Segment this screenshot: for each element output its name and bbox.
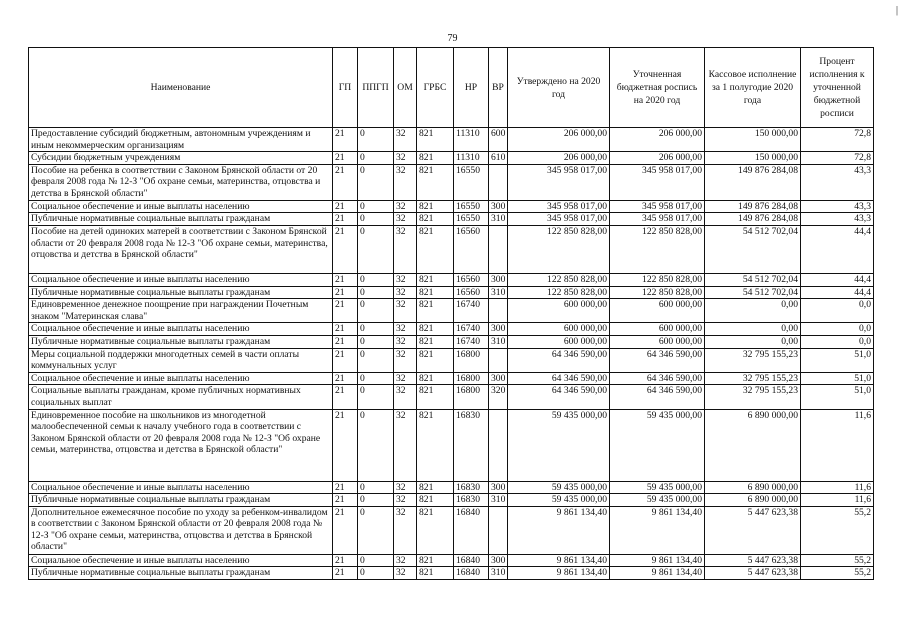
header-name: Наименование bbox=[29, 48, 333, 128]
cell-refined: 345 958 017,00 bbox=[610, 200, 705, 213]
cell-gp: 21 bbox=[333, 299, 358, 323]
cell-gp: 21 bbox=[333, 286, 358, 299]
cell-gp: 21 bbox=[333, 554, 358, 567]
cell-nr: 16550 bbox=[454, 200, 489, 213]
cell-cash: 54 512 702,04 bbox=[705, 273, 801, 286]
cell-nr: 16840 bbox=[454, 506, 489, 554]
cell-percent: 43,3 bbox=[801, 200, 874, 213]
cell-cash: 149 876 284,08 bbox=[705, 213, 801, 226]
cell-percent: 44,4 bbox=[801, 286, 874, 299]
cell-approved: 64 346 590,00 bbox=[508, 348, 610, 372]
header-percent: Процент исполнения к уточненной бюджетной росписи bbox=[801, 48, 874, 128]
cell-vr: 600 bbox=[489, 128, 508, 152]
table-row bbox=[29, 200, 874, 213]
cell-cash: 32 795 155,23 bbox=[705, 348, 801, 372]
cell-refined: 600 000,00 bbox=[610, 323, 705, 336]
cell-ppgp: 0 bbox=[358, 348, 394, 372]
cell-cash: 5 447 623,38 bbox=[705, 506, 801, 554]
header-refined: Уточненная бюджетная роспись на 2020 год bbox=[610, 48, 705, 128]
header-om: ОМ bbox=[394, 48, 417, 128]
cell-vr bbox=[489, 348, 508, 372]
cell-refined: 345 958 017,00 bbox=[610, 213, 705, 226]
table-row bbox=[29, 385, 874, 409]
cell-nr: 16830 bbox=[454, 409, 489, 481]
table-row bbox=[29, 506, 874, 554]
cell-nr: 16840 bbox=[454, 567, 489, 580]
cell-ppgp: 0 bbox=[358, 225, 394, 273]
cell-cash: 32 795 155,23 bbox=[705, 385, 801, 409]
cell-approved: 122 850 828,00 bbox=[508, 273, 610, 286]
cell-grbs: 821 bbox=[417, 164, 454, 200]
cell-name: Пособие на ребенка в соответствии с Законом Брянской области от 20 февраля 2008 года № 12-З "Об охране семьи, материнства, отцовства и детства в Брянской области" bbox=[29, 164, 333, 200]
cell-percent: 51,0 bbox=[801, 348, 874, 372]
cell-vr: 310 bbox=[489, 494, 508, 507]
cell-refined: 59 435 000,00 bbox=[610, 481, 705, 494]
cell-refined: 122 850 828,00 bbox=[610, 286, 705, 299]
cell-om: 32 bbox=[394, 299, 417, 323]
cell-gp: 21 bbox=[333, 409, 358, 481]
cell-grbs: 821 bbox=[417, 409, 454, 481]
cell-om: 32 bbox=[394, 372, 417, 385]
cell-percent: 0,0 bbox=[801, 323, 874, 336]
cell-om: 32 bbox=[394, 323, 417, 336]
cell-nr: 16800 bbox=[454, 348, 489, 372]
cell-name: Социальное обеспечение и иные выплаты населению bbox=[29, 200, 333, 213]
cell-om: 32 bbox=[394, 385, 417, 409]
table-row bbox=[29, 213, 874, 226]
cell-grbs: 821 bbox=[417, 385, 454, 409]
cell-grbs: 821 bbox=[417, 481, 454, 494]
cell-name: Дополнительное ежемесячное пособие по уходу за ребенком-инвалидом в соответствии с Законом Брянской области от 20 февраля 2008 года № 12-З "Об охране семьи, материнства, отцовства и детства в Брянской области" bbox=[29, 506, 333, 554]
cell-om: 32 bbox=[394, 200, 417, 213]
cell-approved: 59 435 000,00 bbox=[508, 494, 610, 507]
cell-nr: 11310 bbox=[454, 128, 489, 152]
cell-refined: 59 435 000,00 bbox=[610, 494, 705, 507]
cell-refined: 9 861 134,40 bbox=[610, 506, 705, 554]
cell-percent: 55,2 bbox=[801, 506, 874, 554]
cell-nr: 16560 bbox=[454, 225, 489, 273]
cell-vr bbox=[489, 299, 508, 323]
cell-nr: 16560 bbox=[454, 286, 489, 299]
table-row bbox=[29, 128, 874, 152]
cell-gp: 21 bbox=[333, 567, 358, 580]
cell-grbs: 821 bbox=[417, 335, 454, 348]
cell-ppgp: 0 bbox=[358, 506, 394, 554]
header-approved: Утверждено на 2020 год bbox=[508, 48, 610, 128]
cell-name: Единовременное денежное поощрение при награждении Почетным знаком "Материнская слава" bbox=[29, 299, 333, 323]
cell-cash: 150 000,00 bbox=[705, 152, 801, 165]
table-row bbox=[29, 152, 874, 165]
cell-grbs: 821 bbox=[417, 273, 454, 286]
cell-om: 32 bbox=[394, 128, 417, 152]
cell-ppgp: 0 bbox=[358, 273, 394, 286]
table-body bbox=[29, 128, 874, 580]
cell-vr: 310 bbox=[489, 567, 508, 580]
cell-approved: 64 346 590,00 bbox=[508, 385, 610, 409]
cell-grbs: 821 bbox=[417, 567, 454, 580]
cell-refined: 206 000,00 bbox=[610, 152, 705, 165]
cell-gp: 21 bbox=[333, 494, 358, 507]
cell-percent: 43,3 bbox=[801, 164, 874, 200]
cell-vr bbox=[489, 506, 508, 554]
cell-approved: 59 435 000,00 bbox=[508, 409, 610, 481]
cell-ppgp: 0 bbox=[358, 494, 394, 507]
cell-name: Социальное обеспечение и иные выплаты населению bbox=[29, 273, 333, 286]
cell-refined: 9 861 134,40 bbox=[610, 554, 705, 567]
cell-om: 32 bbox=[394, 348, 417, 372]
cell-nr: 11310 bbox=[454, 152, 489, 165]
cell-ppgp: 0 bbox=[358, 385, 394, 409]
cell-approved: 59 435 000,00 bbox=[508, 481, 610, 494]
cell-refined: 206 000,00 bbox=[610, 128, 705, 152]
edge-mark: | bbox=[896, 5, 899, 16]
cell-nr: 16830 bbox=[454, 494, 489, 507]
cell-refined: 64 346 590,00 bbox=[610, 385, 705, 409]
header-nr: НР bbox=[454, 48, 489, 128]
cell-gp: 21 bbox=[333, 200, 358, 213]
cell-nr: 16800 bbox=[454, 385, 489, 409]
cell-om: 32 bbox=[394, 225, 417, 273]
cell-percent: 51,0 bbox=[801, 385, 874, 409]
cell-grbs: 821 bbox=[417, 506, 454, 554]
header-ppgp: ППГП bbox=[358, 48, 394, 128]
cell-approved: 345 958 017,00 bbox=[508, 213, 610, 226]
cell-grbs: 821 bbox=[417, 128, 454, 152]
cell-ppgp: 0 bbox=[358, 554, 394, 567]
cell-vr bbox=[489, 409, 508, 481]
cell-cash: 6 890 000,00 bbox=[705, 494, 801, 507]
cell-om: 32 bbox=[394, 164, 417, 200]
cell-percent: 0,0 bbox=[801, 299, 874, 323]
cell-gp: 21 bbox=[333, 225, 358, 273]
header-grbs: ГРБС bbox=[417, 48, 454, 128]
table-row bbox=[29, 299, 874, 323]
table-row bbox=[29, 409, 874, 481]
table-row bbox=[29, 286, 874, 299]
cell-percent: 51,0 bbox=[801, 372, 874, 385]
cell-cash: 54 512 702,04 bbox=[705, 286, 801, 299]
cell-percent: 0,0 bbox=[801, 335, 874, 348]
cell-name: Публичные нормативные социальные выплаты гражданам bbox=[29, 494, 333, 507]
cell-nr: 16560 bbox=[454, 273, 489, 286]
cell-om: 32 bbox=[394, 494, 417, 507]
cell-cash: 0,00 bbox=[705, 323, 801, 336]
cell-gp: 21 bbox=[333, 273, 358, 286]
cell-cash: 6 890 000,00 bbox=[705, 409, 801, 481]
cell-name: Меры социальной поддержки многодетных семей в части оплаты коммунальных услуг bbox=[29, 348, 333, 372]
header-cash: Кассовое исполнение за 1 полугодие 2020 года bbox=[705, 48, 801, 128]
cell-nr: 16800 bbox=[454, 372, 489, 385]
cell-grbs: 821 bbox=[417, 152, 454, 165]
cell-name: Предоставление субсидий бюджетным, автономным учреждениям и иным некоммерческим организациям bbox=[29, 128, 333, 152]
cell-percent: 11,6 bbox=[801, 481, 874, 494]
cell-approved: 600 000,00 bbox=[508, 323, 610, 336]
cell-om: 32 bbox=[394, 567, 417, 580]
cell-refined: 600 000,00 bbox=[610, 299, 705, 323]
table-row bbox=[29, 554, 874, 567]
cell-refined: 600 000,00 bbox=[610, 335, 705, 348]
cell-percent: 72,8 bbox=[801, 128, 874, 152]
cell-vr: 310 bbox=[489, 213, 508, 226]
cell-name: Публичные нормативные социальные выплаты гражданам bbox=[29, 286, 333, 299]
cell-ppgp: 0 bbox=[358, 128, 394, 152]
cell-cash: 0,00 bbox=[705, 335, 801, 348]
cell-om: 32 bbox=[394, 335, 417, 348]
table-row bbox=[29, 567, 874, 580]
cell-ppgp: 0 bbox=[358, 567, 394, 580]
cell-name: Публичные нормативные социальные выплаты гражданам bbox=[29, 567, 333, 580]
cell-approved: 122 850 828,00 bbox=[508, 225, 610, 273]
cell-cash: 32 795 155,23 bbox=[705, 372, 801, 385]
table-row bbox=[29, 348, 874, 372]
cell-approved: 345 958 017,00 bbox=[508, 200, 610, 213]
cell-grbs: 821 bbox=[417, 200, 454, 213]
cell-vr: 310 bbox=[489, 335, 508, 348]
budget-table bbox=[28, 47, 874, 580]
cell-cash: 5 447 623,38 bbox=[705, 567, 801, 580]
cell-grbs: 821 bbox=[417, 323, 454, 336]
table-header-row bbox=[29, 48, 874, 128]
cell-vr: 300 bbox=[489, 481, 508, 494]
cell-grbs: 821 bbox=[417, 299, 454, 323]
cell-cash: 0,00 bbox=[705, 299, 801, 323]
cell-grbs: 821 bbox=[417, 348, 454, 372]
cell-approved: 345 958 017,00 bbox=[508, 164, 610, 200]
cell-cash: 6 890 000,00 bbox=[705, 481, 801, 494]
cell-ppgp: 0 bbox=[358, 286, 394, 299]
cell-vr: 310 bbox=[489, 286, 508, 299]
cell-name: Единовременное пособие на школьников из многодетной малообеспеченной семьи к началу учебного года в соответствии с Законом Брянской области от 20 февраля 2008 года № 12-З "Об охране семьи, материнства, отцовства и детства в Брянской области" bbox=[29, 409, 333, 481]
cell-ppgp: 0 bbox=[358, 323, 394, 336]
cell-vr: 610 bbox=[489, 152, 508, 165]
cell-refined: 345 958 017,00 bbox=[610, 164, 705, 200]
cell-name: Социальное обеспечение и иные выплаты населению bbox=[29, 554, 333, 567]
cell-percent: 44,4 bbox=[801, 225, 874, 273]
cell-vr: 300 bbox=[489, 200, 508, 213]
cell-name: Публичные нормативные социальные выплаты гражданам bbox=[29, 213, 333, 226]
cell-om: 32 bbox=[394, 152, 417, 165]
cell-refined: 59 435 000,00 bbox=[610, 409, 705, 481]
cell-ppgp: 0 bbox=[358, 481, 394, 494]
cell-percent: 11,6 bbox=[801, 494, 874, 507]
cell-om: 32 bbox=[394, 213, 417, 226]
cell-percent: 43,3 bbox=[801, 213, 874, 226]
cell-grbs: 821 bbox=[417, 286, 454, 299]
cell-cash: 149 876 284,08 bbox=[705, 164, 801, 200]
cell-gp: 21 bbox=[333, 128, 358, 152]
cell-ppgp: 0 bbox=[358, 213, 394, 226]
page-number: 79 bbox=[447, 33, 458, 44]
cell-nr: 16740 bbox=[454, 335, 489, 348]
cell-approved: 64 346 590,00 bbox=[508, 372, 610, 385]
cell-ppgp: 0 bbox=[358, 335, 394, 348]
cell-cash: 54 512 702,04 bbox=[705, 225, 801, 273]
table-row bbox=[29, 323, 874, 336]
cell-approved: 9 861 134,40 bbox=[508, 506, 610, 554]
cell-gp: 21 bbox=[333, 385, 358, 409]
cell-gp: 21 bbox=[333, 348, 358, 372]
table-row bbox=[29, 164, 874, 200]
cell-percent: 44,4 bbox=[801, 273, 874, 286]
cell-gp: 21 bbox=[333, 152, 358, 165]
cell-om: 32 bbox=[394, 286, 417, 299]
cell-vr: 320 bbox=[489, 385, 508, 409]
cell-approved: 9 861 134,40 bbox=[508, 554, 610, 567]
cell-vr: 300 bbox=[489, 323, 508, 336]
cell-om: 32 bbox=[394, 273, 417, 286]
cell-gp: 21 bbox=[333, 323, 358, 336]
cell-approved: 600 000,00 bbox=[508, 299, 610, 323]
table-row bbox=[29, 372, 874, 385]
cell-grbs: 821 bbox=[417, 372, 454, 385]
cell-approved: 600 000,00 bbox=[508, 335, 610, 348]
budget-table-container bbox=[28, 47, 873, 580]
cell-grbs: 821 bbox=[417, 225, 454, 273]
cell-percent: 55,2 bbox=[801, 567, 874, 580]
cell-refined: 64 346 590,00 bbox=[610, 348, 705, 372]
cell-cash: 150 000,00 bbox=[705, 128, 801, 152]
cell-nr: 16550 bbox=[454, 164, 489, 200]
header-gp: ГП bbox=[333, 48, 358, 128]
cell-om: 32 bbox=[394, 481, 417, 494]
cell-name: Социальное обеспечение и иные выплаты населению bbox=[29, 372, 333, 385]
cell-nr: 16550 bbox=[454, 213, 489, 226]
cell-name: Публичные нормативные социальные выплаты гражданам bbox=[29, 335, 333, 348]
cell-gp: 21 bbox=[333, 481, 358, 494]
cell-name: Социальные выплаты гражданам, кроме публичных нормативных социальных выплат bbox=[29, 385, 333, 409]
cell-percent: 11,6 bbox=[801, 409, 874, 481]
table-row bbox=[29, 225, 874, 273]
cell-vr: 300 bbox=[489, 554, 508, 567]
cell-name: Субсидии бюджетным учреждениям bbox=[29, 152, 333, 165]
cell-nr: 16740 bbox=[454, 299, 489, 323]
table-row bbox=[29, 273, 874, 286]
cell-gp: 21 bbox=[333, 164, 358, 200]
cell-name: Социальное обеспечение и иные выплаты населению bbox=[29, 323, 333, 336]
cell-percent: 72,8 bbox=[801, 152, 874, 165]
cell-grbs: 821 bbox=[417, 494, 454, 507]
cell-ppgp: 0 bbox=[358, 299, 394, 323]
cell-name: Социальное обеспечение и иные выплаты населению bbox=[29, 481, 333, 494]
cell-cash: 5 447 623,38 bbox=[705, 554, 801, 567]
cell-approved: 206 000,00 bbox=[508, 152, 610, 165]
cell-ppgp: 0 bbox=[358, 409, 394, 481]
cell-approved: 122 850 828,00 bbox=[508, 286, 610, 299]
header-vr: ВР bbox=[489, 48, 508, 128]
cell-refined: 9 861 134,40 bbox=[610, 567, 705, 580]
table-row bbox=[29, 481, 874, 494]
cell-nr: 16830 bbox=[454, 481, 489, 494]
cell-nr: 16740 bbox=[454, 323, 489, 336]
cell-om: 32 bbox=[394, 409, 417, 481]
cell-ppgp: 0 bbox=[358, 164, 394, 200]
cell-percent: 55,2 bbox=[801, 554, 874, 567]
cell-ppgp: 0 bbox=[358, 372, 394, 385]
table-row bbox=[29, 335, 874, 348]
cell-nr: 16840 bbox=[454, 554, 489, 567]
cell-cash: 149 876 284,08 bbox=[705, 200, 801, 213]
cell-gp: 21 bbox=[333, 372, 358, 385]
cell-vr: 300 bbox=[489, 273, 508, 286]
cell-approved: 206 000,00 bbox=[508, 128, 610, 152]
cell-refined: 122 850 828,00 bbox=[610, 225, 705, 273]
table-row bbox=[29, 494, 874, 507]
cell-ppgp: 0 bbox=[358, 152, 394, 165]
cell-grbs: 821 bbox=[417, 213, 454, 226]
cell-om: 32 bbox=[394, 554, 417, 567]
cell-gp: 21 bbox=[333, 213, 358, 226]
cell-vr: 300 bbox=[489, 372, 508, 385]
cell-gp: 21 bbox=[333, 506, 358, 554]
cell-grbs: 821 bbox=[417, 554, 454, 567]
cell-vr bbox=[489, 164, 508, 200]
cell-approved: 9 861 134,40 bbox=[508, 567, 610, 580]
cell-ppgp: 0 bbox=[358, 200, 394, 213]
cell-gp: 21 bbox=[333, 335, 358, 348]
page-bottom-margin bbox=[0, 628, 905, 640]
cell-refined: 64 346 590,00 bbox=[610, 372, 705, 385]
cell-om: 32 bbox=[394, 506, 417, 554]
cell-vr bbox=[489, 225, 508, 273]
cell-name: Пособие на детей одиноких матерей в соответствии с Законом Брянской области от 20 февраля 2008 года № 12-З "Об охране семьи, материнства, отцовства и детства в Брянской области" bbox=[29, 225, 333, 273]
cell-refined: 122 850 828,00 bbox=[610, 273, 705, 286]
